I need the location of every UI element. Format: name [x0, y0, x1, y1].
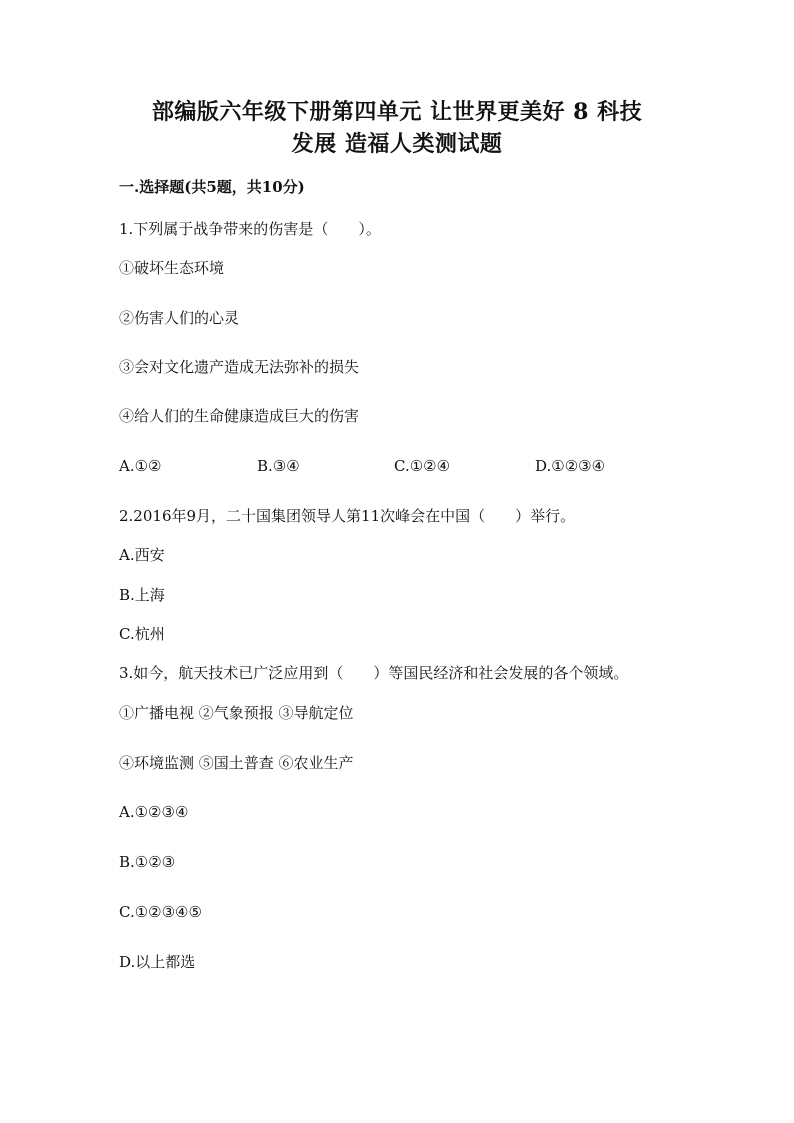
- question-3-statement-2: ④环境监测 ⑤国土普查 ⑥农业生产: [119, 754, 354, 772]
- question-1-statement-4: ④给人们的生命健康造成巨大的伤害: [119, 407, 360, 425]
- question-1-option-d: D.①②③④: [535, 457, 606, 475]
- question-3-option-b: B.①②③: [119, 853, 176, 871]
- question-2-option-c: C.杭州: [119, 625, 165, 643]
- section-heading: 一.选择题(共5题，共10分): [119, 178, 305, 196]
- question-1-statement-2: ②伤害人们的心灵: [119, 309, 240, 327]
- question-3-option-a: A.①②③④: [119, 803, 189, 821]
- question-1-option-c: C.①②④: [394, 457, 451, 475]
- question-2-option-b: B.上海: [119, 586, 165, 604]
- question-1-statement-1: ①破坏生态环境: [119, 259, 225, 277]
- question-3-option-d: D.以上都选: [119, 953, 196, 971]
- question-1-option-a: A.①②: [119, 457, 162, 475]
- question-1-statement-3: ③会对文化遗产造成无法弥补的损失: [119, 358, 360, 376]
- question-3-stem: 3.如今，航天技术已广泛应用到（ ）等国民经济和社会发展的各个领域。: [119, 664, 629, 682]
- document-title-line-2: 发展 造福人类测试题: [291, 131, 503, 157]
- question-1-option-b: B.③④: [257, 457, 300, 475]
- question-3-statement-1: ①广播电视 ②气象预报 ③导航定位: [119, 704, 354, 722]
- question-2-stem: 2.2016年9月，二十国集团领导人第11次峰会在中国（ ）举行。: [119, 507, 576, 525]
- document-title-line-1: 部编版六年级下册第四单元 让世界更美好 8 科技: [151, 99, 643, 125]
- question-1-stem: 1.下列属于战争带来的伤害是（ ）。: [119, 220, 381, 238]
- question-3-option-c: C.①②③④⑤: [119, 903, 202, 921]
- question-2-option-a: A.西安: [119, 546, 165, 564]
